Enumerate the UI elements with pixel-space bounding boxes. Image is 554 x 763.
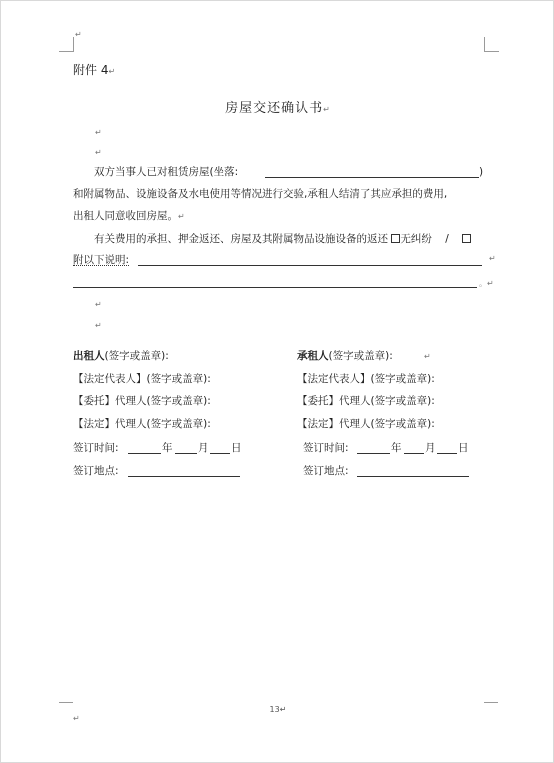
- para1-line3: 出租人同意收回房屋。↵: [73, 210, 185, 222]
- address-blank-line: [265, 177, 479, 178]
- notes-blank-line-2: [73, 287, 477, 288]
- paragraph-mark: ↵: [95, 321, 102, 330]
- para1-line1-prefix: 双方当事人已对租赁房屋(坐落:: [94, 166, 239, 178]
- lessor-year-unit: 年: [162, 442, 173, 454]
- paragraph-mark: ↵: [424, 352, 431, 361]
- option-separator: /: [445, 233, 449, 245]
- prefix-underline: [73, 265, 129, 266]
- notes-blank-line-1: [138, 265, 482, 266]
- lessee-day-unit: 日: [458, 442, 469, 454]
- no-dispute-checkbox[interactable]: [391, 234, 400, 243]
- with-notes-checkbox[interactable]: [462, 234, 471, 243]
- paragraph-mark: ↵: [75, 30, 82, 39]
- page-number: 13↵: [269, 705, 287, 714]
- lessor-day-blank: [210, 453, 230, 454]
- lessee-year-unit: 年: [391, 442, 402, 454]
- paragraph-mark: ↵: [95, 128, 102, 137]
- paragraph-mark: ↵: [95, 300, 102, 309]
- lessor-authorized-agent: 【委托】代理人(签字或盖章):: [73, 395, 211, 407]
- lessee-authorized-agent: 【委托】代理人(签字或盖章):: [297, 395, 435, 407]
- document-title: 房屋交还确认书↵: [225, 101, 331, 116]
- paragraph-mark: ↵: [73, 714, 80, 723]
- lessee-day-blank: [437, 453, 457, 454]
- paragraph-mark: ↵: [489, 254, 496, 263]
- lessor-day-unit: 日: [231, 442, 242, 454]
- crop-mark-top-left: [59, 37, 74, 52]
- no-dispute-label: 无纠纷: [400, 233, 432, 245]
- lessor-place-label: 签订地点:: [73, 465, 119, 477]
- lessor-date-label: 签订时间:: [73, 442, 119, 454]
- lessor-place-blank: [128, 476, 240, 477]
- paragraph-mark: ↵: [95, 148, 102, 157]
- para1-line2: 和附属物品、设施设备及水电使用等情况进行交验,承租人结清了其应承担的费用,: [73, 188, 448, 200]
- lessee-legal-rep: 【法定代表人】(签字或盖章):: [297, 373, 435, 385]
- lessee-year-blank: [357, 453, 390, 454]
- lessor-month-unit: 月: [198, 442, 209, 454]
- lessor-legal-rep: 【法定代表人】(签字或盖章):: [73, 373, 211, 385]
- lessee-place-blank: [357, 476, 469, 477]
- paragraph-mark: 。↵: [479, 279, 494, 288]
- lessee-statutory-agent: 【法定】代理人(签字或盖章):: [297, 418, 435, 430]
- para2-line2-prefix: 附以下说明:: [73, 254, 130, 266]
- attachment-label: 附件 4↵: [73, 63, 116, 77]
- para2-line1: 有关费用的承担、押金返还、房屋及其附属物品设施设备的返还 无纠纷 /: [94, 232, 471, 246]
- lessee-month-blank: [404, 453, 424, 454]
- lessee-date-label: 签订时间:: [303, 442, 349, 454]
- crop-mark-top-right: [484, 37, 499, 52]
- lessor-year-blank: [128, 453, 161, 454]
- lessee-sign-row: 承租人(签字或盖章):: [297, 350, 393, 362]
- lessee-month-unit: 月: [425, 442, 436, 454]
- lessor-sign-row: 出租人(签字或盖章):: [73, 350, 169, 362]
- lessor-statutory-agent: 【法定】代理人(签字或盖章):: [73, 418, 211, 430]
- para1-line1-suffix: ): [479, 166, 484, 178]
- lessee-place-label: 签订地点:: [303, 465, 349, 477]
- lessor-month-blank: [175, 453, 197, 454]
